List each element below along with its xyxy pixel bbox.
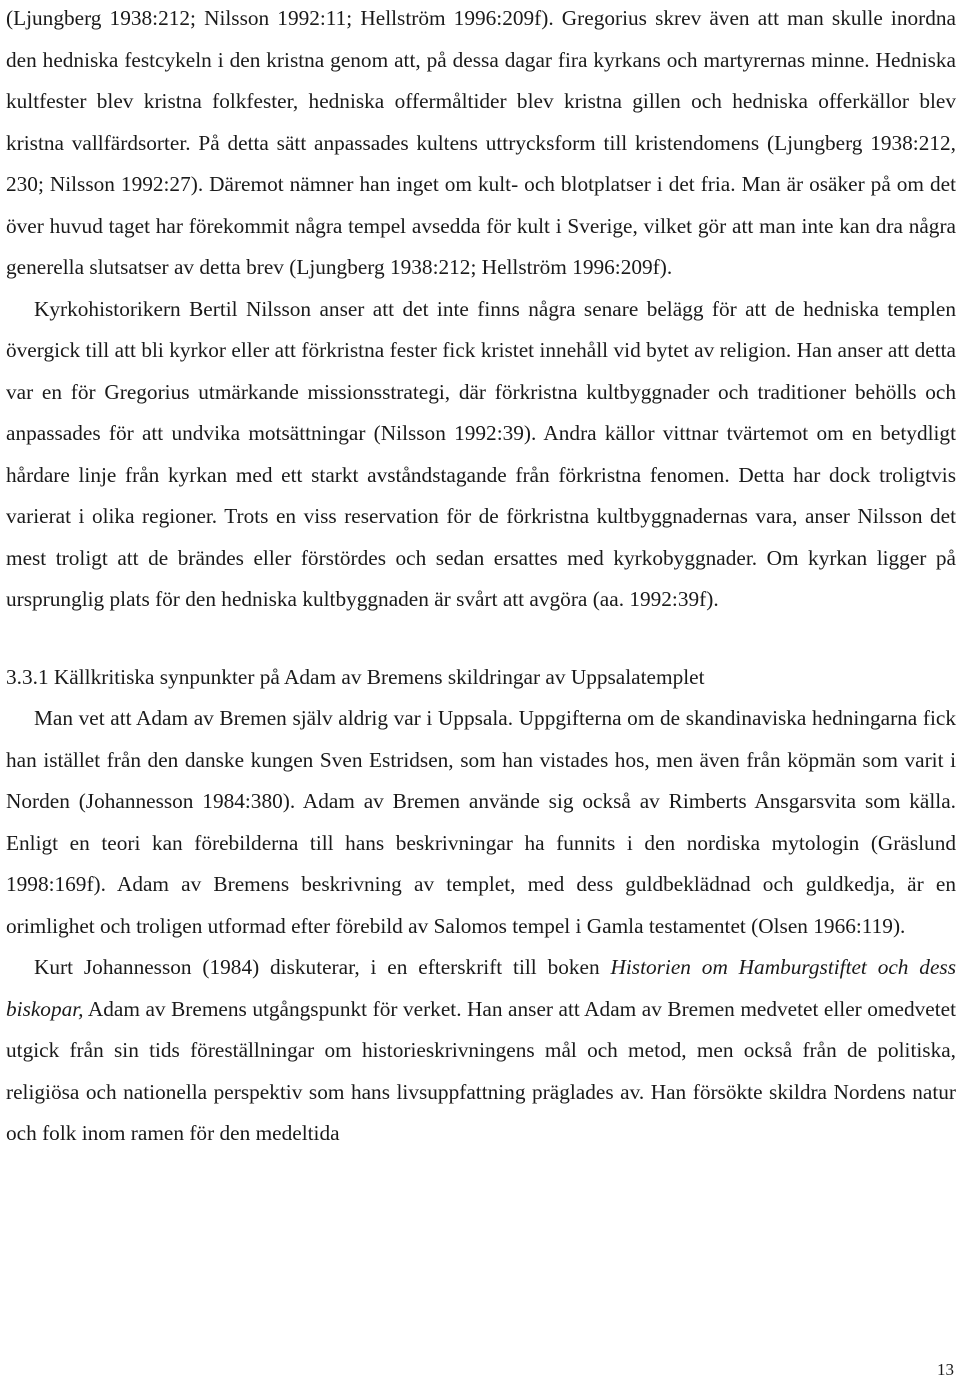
paragraph-4-text-after: Adam av Bremens utgångspunkt för verket. Han anser att Adam av Bremen medvetet eller omedvetet utgick från sin tids föreställningar om historieskrivningens mål och metod, men också från de politiska, religiösa och nationella perspektiv som hans livsuppfattning präglades av. Han försökte skildra Nordens natur och folk inom ramen för den medeltida	[6, 996, 956, 1145]
document-page	[6, 0, 956, 1155]
paragraph-4-text-before: Kurt Johannesson (1984) diskuterar, i en efterskrift till boken	[34, 955, 611, 979]
section-heading: 3.3.1 Källkritiska synpunkter på Adam av Bremens skildringar av Uppsalatemplet	[6, 664, 705, 689]
page-number: 13	[937, 1360, 954, 1379]
book-title-italic: Historien om Hamburgstiftet och dess biskopar,	[6, 955, 956, 1021]
body-paragraph-3: Man vet att Adam av Bremen själv aldrig var i Uppsala. Uppgifterna om de skandinaviska hedningarna fick han istället från den danske kungen Sven Estridsen, som han vistades hos, men även från köpmän som varit i Norden (Johannesson 1984:380). Adam av Bremen använde sig också av Rimberts Ansgarsvita som källa. Enligt en teori kan förebilderna till hans beskrivningar ha funnits i den nordiska mytologin (Gräslund 1998:169f). Adam av Bremens beskrivning av templet, med dess guldbeklädnad och guldkedja, är en orimlighet och troligen utformad efter förebild av Salomos tempel i Gamla testamentet (Olsen 1966:119).	[6, 706, 956, 938]
body-paragraph-1: (Ljungberg 1938:212; Nilsson 1992:11; Hellström 1996:209f). Gregorius skrev även att man skulle inordna den hedniska festcykeln i den kristna genom att, på dessa dagar fira kyrkans och martyrernas minne. Hedniska kultfester blev kristna folkfester, hedniska offermåltider blev kristna gillen och hedniska offerkällor blev kristna vallfärdsorter. På detta sätt anpassades kultens uttrycksform till kristendomens (Ljungberg 1938:212, 230; Nilsson 1992:27). Däremot nämner han inget om kult- och blotplatser i det fria. Man är osäker på om det över huvud taget har förekommit några tempel avsedda för kult i Sverige, vilket gör att man inte kan dra några generella slutsatser av detta brev (Ljungberg 1938:212; Hellström 1996:209f).	[6, 6, 956, 279]
body-paragraph-2: Kyrkohistorikern Bertil Nilsson anser att det inte finns några senare belägg för att de hedniska templen övergick till att bli kyrkor eller att förkristna fester fick kristet innehåll vid bytet av religion. Han anser att detta var en för Gregorius utmärkande missionsstrategi, där förkristna kultbyggnader och traditioner behölls och anpassades för att undvika motsättningar (Nilsson 1992:39). Andra källor vittnar tvärtemot om en betydligt hårdare linje från kyrkan med ett starkt avståndstagande från förkristna fenomen. Detta har dock troligtvis varierat i olika regioner. Trots en viss reservation för de förkristna kultbyggnadernas vara, anser Nilsson det mest troligt att de brändes eller förstördes och sedan ersattes med kyrkobyggnader. Om kyrkan ligger på ursprunglig plats för den hedniska kultbyggnaden är svårt att avgöra (aa. 1992:39f).	[6, 296, 956, 611]
body-paragraph-4	[6, 947, 956, 1155]
